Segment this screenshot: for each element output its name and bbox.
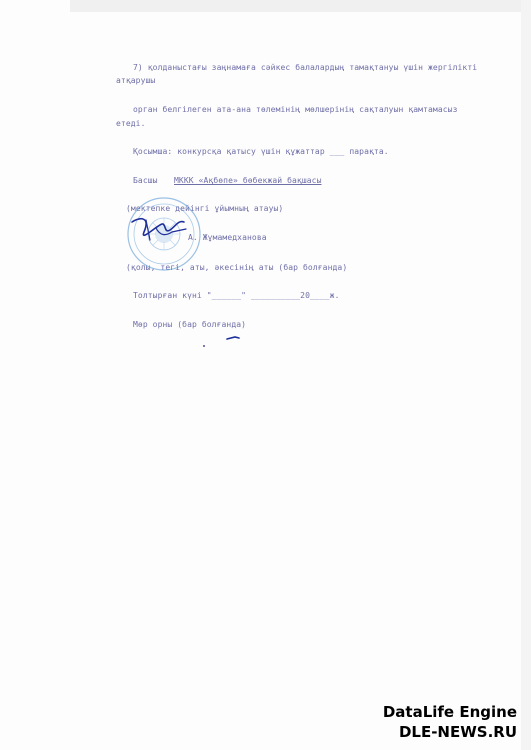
seal-caption: Мөр орны (бар болғанда): [133, 320, 247, 329]
paragraph-7-line3: орган белгілеген ата-ана төлемінің мөлшерінің сақталуын қамтамасыз: [133, 105, 458, 114]
paragraph-7-line2: атқарушы: [116, 76, 156, 85]
watermark-line2: DLE-NEWS.RU: [398, 723, 517, 741]
head-label: Басшы: [133, 176, 158, 185]
scan-edge-top: [70, 0, 531, 12]
name-caption: (қолы, тегі, аты, әкесінің аты (бар болғанда): [126, 263, 348, 272]
head-name: А. Жұмамедханова: [188, 233, 267, 242]
paragraph-7-line4: етеді.: [116, 119, 146, 128]
date-line: Толтырған күні "______" __________20____ж.: [133, 291, 340, 300]
official-seal-stamp: [126, 196, 202, 272]
watermark-line1: DataLife Engine: [382, 703, 517, 721]
ink-dot: [203, 345, 205, 347]
attachment-line: Қосымша: конкурсқа қатысу үшін құжаттар ___ парақта.: [133, 147, 389, 156]
organization-name: МККК «Ақбөпе» бөбекжай бақшасы: [174, 176, 322, 185]
ink-mark: [226, 334, 240, 342]
watermark: [383, 702, 517, 742]
paragraph-7-line1: 7) қолданыстағы заңнамаға сәйкес балалардың тамақтануы үшін жергілікті: [133, 63, 478, 72]
scan-edge-right: [521, 0, 531, 750]
organization-caption: (мектепке дейінгі ұйымның атауы): [126, 204, 284, 213]
